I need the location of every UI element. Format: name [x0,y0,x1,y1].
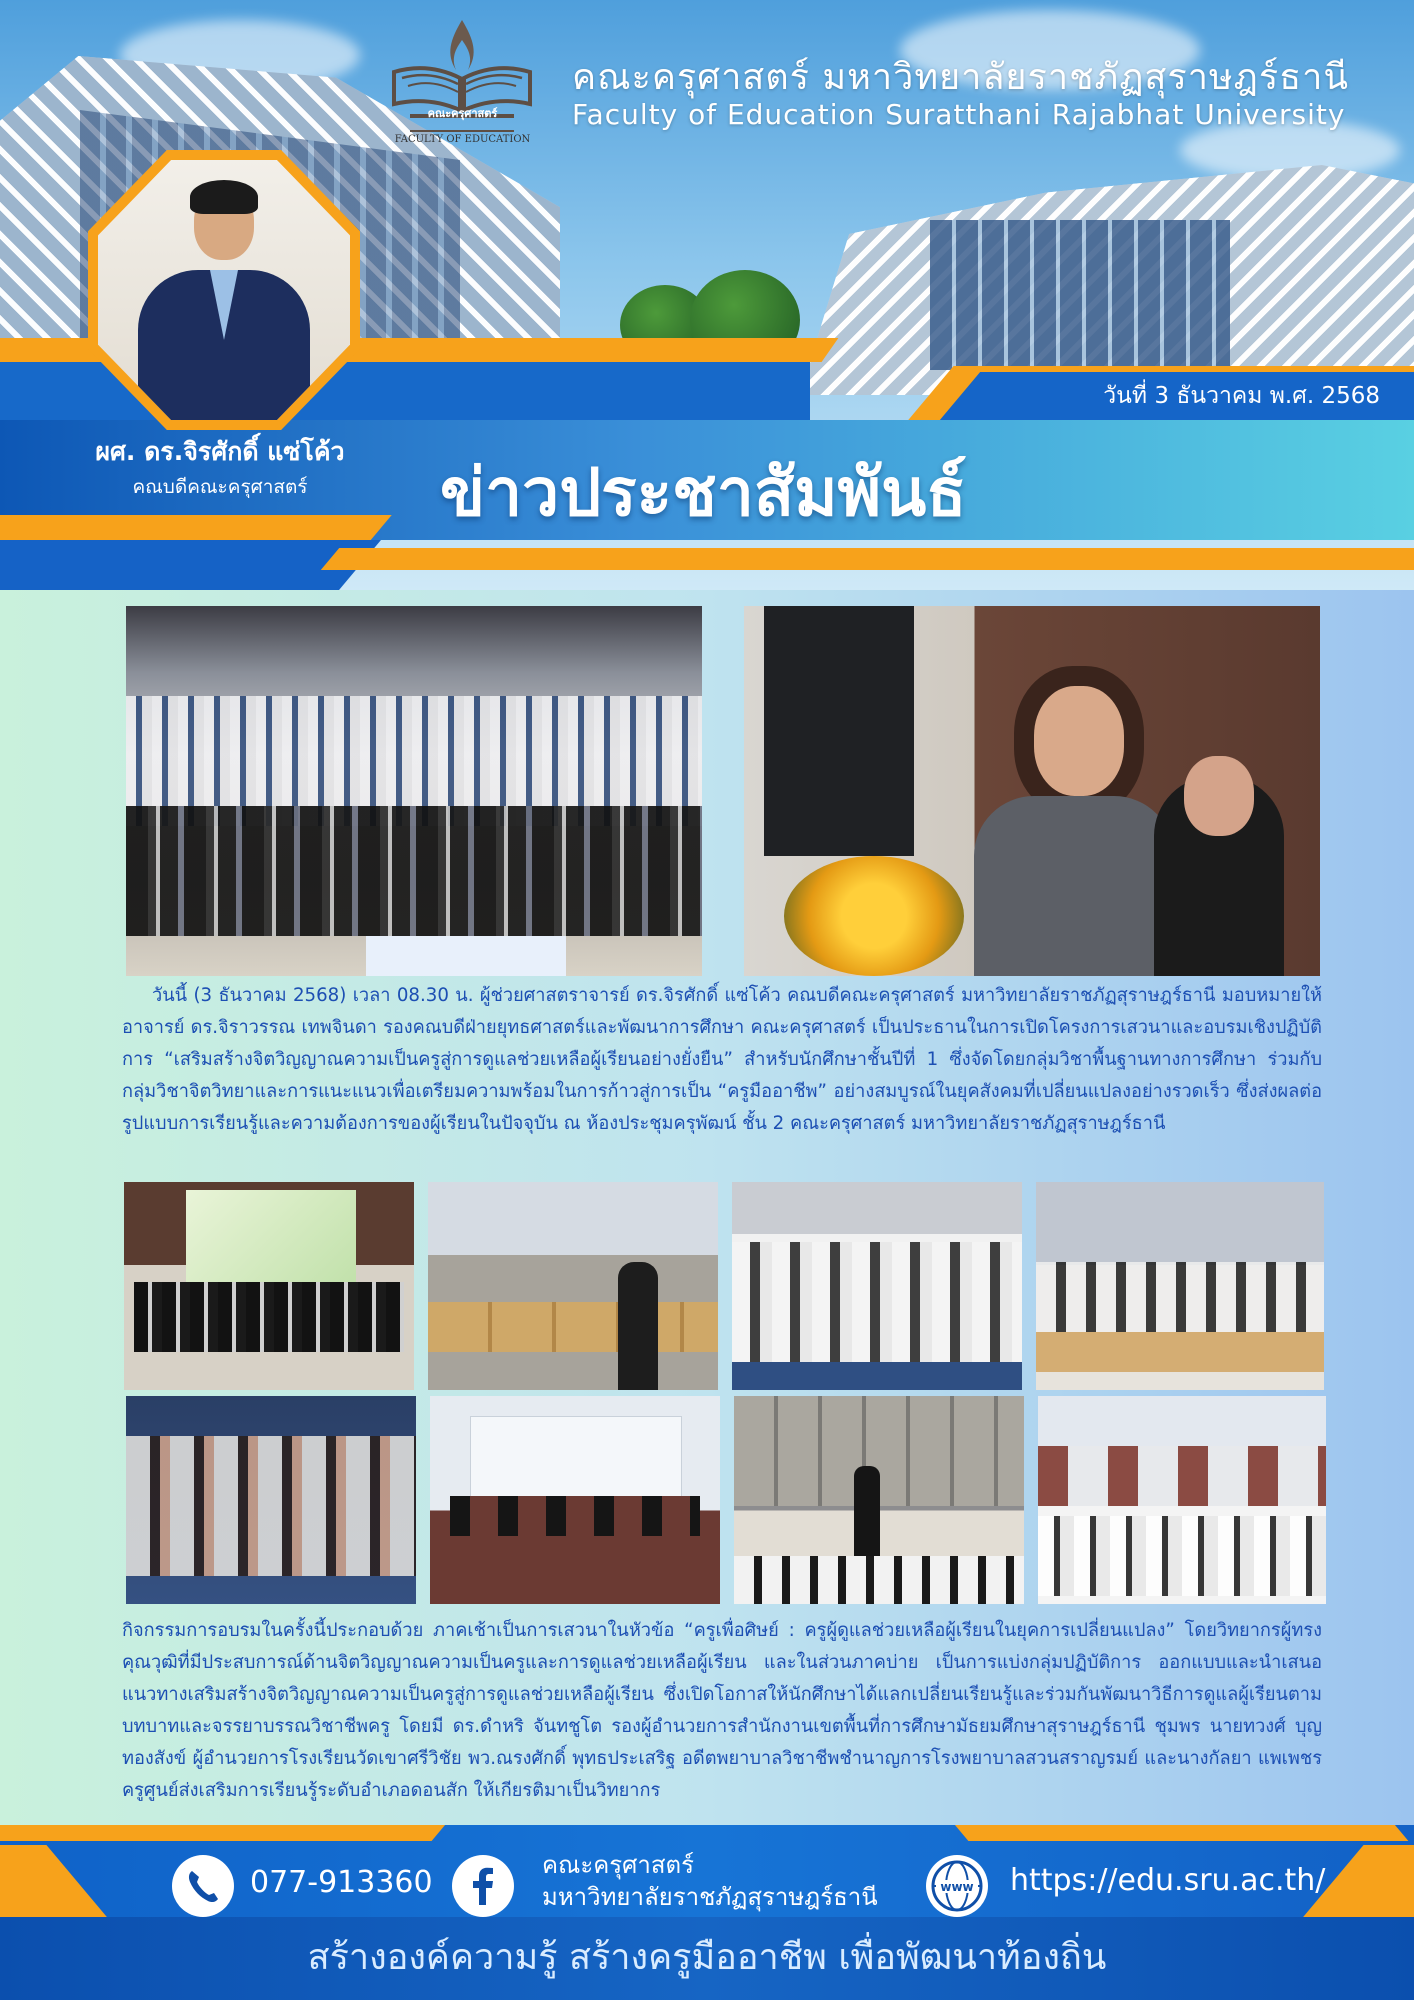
photo-grid-1 [124,1182,414,1390]
logo-text-english: FACULTY OF EDUCATION [394,134,531,145]
news-paragraph-1: วันนี้ (3 ธันวาคม 2568) เวลา 08.30 น. ผู้ช่วยศาสตราจารย์ ดร.จิรศักดิ์ แซ่โค้ว คณบดีคณะครุศาสตร์ มหาวิทยาลัยราชภัฏสุราษฎร์ธานี มอบหมายให้ อาจารย์ ดร.จิราวรรณ เทพจินดา รองคณบดีฝ่ายยุทธศาสตร์และพัฒนาการศึกษา คณะครุศาสตร์ เป็นประธานในการเปิดโครงการเสวนาและอบรมเชิงปฏิบัติการ “เสริมสร้างจิตวิญญาณความเป็นครูสู่การดูแลช่วยเหลือผู้เรียนอย่างยั่งยืน” สำหรับนักศึกษาชั้นปีที่ 1 ซึ่งจัดโดยกลุ่มวิชาพื้นฐานทางการศึกษา ร่วมกับกลุ่มวิชาจิตวิทยาและการแนะแนวเพื่อเตรียมความพร้อมในการก้าวสู่การเป็น “ครูมืออาชีพ” อย่างสมบูรณ์ในยุคสังคมที่เปลี่ยนแปลงอย่างรวดเร็ว ซึ่งส่งผลต่อรูปแบบการเรียนรู้และความต้องการของผู้เรียนในปัจจุบัน ณ ห้องประชุมครุพัฒน์ ชั้น 2 คณะครุศาสตร์ มหาวิทยาลัยราชภัฏสุราษฎร์ธานี [122,985,1322,1134]
photo-grid-6 [430,1396,720,1604]
news-paragraph-2: กิจกรรมการอบรมในครั้งนี้ประกอบด้วย ภาคเช้าเป็นการเสวนาในหัวข้อ “ครูเพื่อศิษย์ : ครูผู้ดูแลช่วยเหลือผู้เรียนในยุคการเปลี่ยนแปลง” โดยวิทยากรผู้ทรงคุณวุฒิที่มีประสบการณ์ด้านจิตวิญญาณความเป็นครูและการดูแลช่วยเหลือผู้เรียน และในส่วนภาคบ่าย เป็นการแบ่งกลุ่มปฏิบัติการ ออกแบบและนำเสนอแนวทางเสริมสร้างจิตวิญญาณความเป็นครูสู่การดูแลช่วยเหลือผู้เรียน ซึ่งเปิดโอกาสให้นักศึกษาได้แลกเปลี่ยนเรียนรู้และร่วมกันพัฒนาวิธีการดูแลผู้เรียนตามบทบาทและจรรยาบรรณวิชาชีพครู โดยมี ดร.ดำหริ จันทชูโต รองผู้อำนวยการสำนักงานเขตพื้นที่การศึกษามัธยมศึกษาสุราษฎร์ธานี ชุมพร นายทวงศ์ บุญทองสังข์ ผู้อำนวยการโรงเรียนวัดเขาศรีวิชัย พว.ณรงศักดิ์ พุทธประเสริฐ อดีตพยาบาลวิชาชีพชำนาญการโรงพยาบาลสวนสราญรมย์ และนางกัลยา แพเพชร ครูศูนย์ส่งเสริมการเรียนรู้ระดับอำเภอดอนสัก ให้เกียรติมาเป็นวิทยากร [122,1620,1322,1801]
headline: ข่าวประชาสัมพันธ์ [440,454,967,531]
building-right-glass [930,220,1230,370]
photo-grid-5 [126,1396,416,1604]
dean-name: ผศ. ดร.จิรศักดิ์ แซ่โค้ว [95,437,345,466]
band-orange-left [0,515,392,543]
band-orange-bottom [321,548,1414,570]
faculty-logo [380,12,545,152]
phone-icon [172,1855,234,1917]
photo-grid-3 [732,1182,1022,1390]
logo-text-thai: คณะครุศาสตร์ [427,107,498,120]
footer-orange-band-right [952,1825,1409,1841]
facebook-page-line2[interactable]: มหาวิทยาลัยราชภัฏสุราษฎร์ธานี [542,1883,878,1911]
photo-grid-4 [1036,1182,1324,1390]
dean-portrait [98,160,350,420]
portrait-hair [190,180,258,214]
org-name-thai: คณะครุศาสตร์ มหาวิทยาลัยราชภัฏสุราษฎร์ธานี [572,57,1349,98]
dean-title: คณบดีคณะครุศาสตร์ [132,476,308,498]
photo-grid-2 [428,1182,718,1390]
facebook-icon[interactable] [452,1855,514,1917]
website-link[interactable]: https://edu.sru.ac.th/ [1010,1863,1326,1898]
facebook-page-line1[interactable]: คณะครุศาสตร์ [542,1851,694,1879]
photo-group-auditorium [126,606,702,976]
footer-orange-band-left [0,1825,448,1841]
phone-number[interactable]: 077-913360 [250,1865,433,1900]
svg-text:www: www [940,1880,974,1894]
photo-speaker-podium [744,606,1320,976]
org-name-english: Faculty of Education Suratthani Rajabhat University [572,98,1346,131]
www-icon [926,1855,988,1917]
tagline: สร้างองค์ความรู้ สร้างครูมืออาชีพ เพื่อพัฒนาท้องถิ่น [307,1937,1107,1978]
photo-grid-8 [1038,1396,1326,1604]
news-date: วันที่ 3 ธันวาคม พ.ศ. 2568 [1103,383,1380,409]
photo-grid-7 [734,1396,1024,1604]
